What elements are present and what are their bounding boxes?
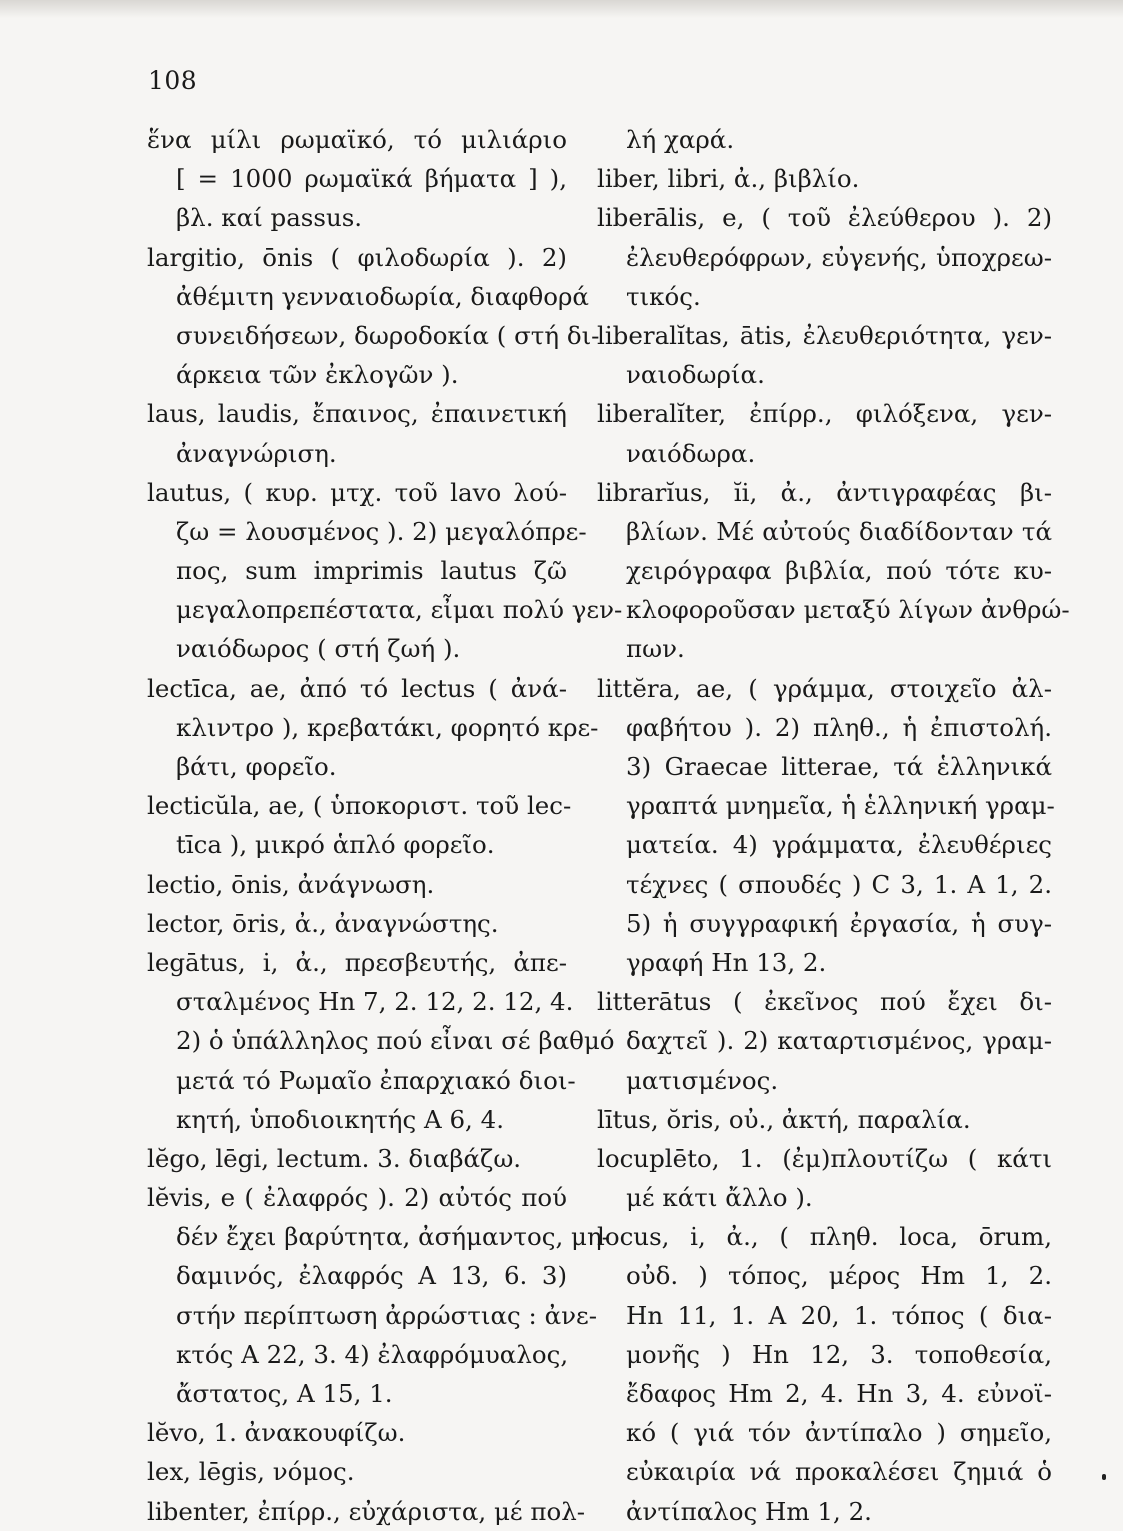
- entry-line: κό ( γιά τόν ἀντίπαλο ) σημεῖο,: [626, 1418, 1052, 1448]
- entry-line: κτός A 22, 3. 4) ἐλαφρόμυαλος,: [176, 1339, 569, 1369]
- entry-line: ζω = λουσμένος ). 2) μεγαλόπρε-: [176, 516, 587, 546]
- entry-line: locuplēto, 1. (ἐμ)πλουτίζω ( κάτι: [597, 1143, 1052, 1173]
- entry-line: lectio, ōnis, ἀνάγνωση.: [147, 869, 435, 899]
- entry-line: lecticŭla, ae, ( ὑποκοριστ. τοῦ lec-: [147, 791, 572, 821]
- entry-line: librarĭus, ĭi, ἀ., ἀντιγραφέας βι-: [597, 477, 1052, 507]
- entry-line: libenter, ἐπίρρ., εὐχάριστα, μέ πολ-: [147, 1496, 586, 1526]
- entry-line: χειρόγραφα βιβλία, πού τότε κυ-: [626, 556, 1052, 586]
- entry-line: οὐδ. ) τόπος, μέρος Hm 1, 2.: [626, 1261, 1052, 1291]
- entry-line: κλοφοροῦσαν μεταξύ λίγων ἀνθρώ-: [626, 595, 1070, 625]
- entry-line: ἐλευθερόφρων, εὐγενής, ὑποχρεω-: [626, 242, 1052, 272]
- entry-line: littĕra, ae, ( γράμμα, στοιχεῖο ἀλ-: [597, 673, 1052, 703]
- entry-line: συνειδήσεων, δωροδοκία ( στή δι-: [176, 320, 600, 350]
- entry-line: άρκεια τῶν ἐκλογῶν ).: [176, 360, 459, 390]
- entry-line: ἄστατος, A 15, 1.: [176, 1379, 393, 1408]
- entry-line: βλίων. Μέ αὐτούς διαδίδονταν τά: [626, 516, 1052, 546]
- entry-line: κητή, ὑποδιοικητής A 6, 4.: [176, 1104, 505, 1134]
- entry-line: γραπτά μνημεῖα, ἡ ἑλληνική γραμ-: [626, 791, 1055, 821]
- entry-line: τέχνες ( σπουδές ) C 3, 1. A 1, 2.: [626, 869, 1052, 899]
- entry-line: φαβήτου ). 2) πληθ., ἡ ἐπιστολή.: [626, 712, 1052, 742]
- entry-line: δέν ἔχει βαρύτητα, ἀσήμαντος, μη-: [176, 1222, 610, 1252]
- entry-line: liberalĭtas, ātis, ἐλευθεριότητα, γεν-: [597, 320, 1052, 350]
- page-number: 108: [148, 66, 198, 95]
- entry-line: lex, lēgis, νόμος.: [147, 1457, 355, 1487]
- entry-line: tīca ), μικρό ἁπλό φορεῖο.: [176, 830, 495, 860]
- entry-line: lectīca, ae, ἀπό τό lectus ( ἀνά-: [147, 673, 567, 703]
- entry-line: 3) Graecae litterae, τά ἑλληνικά: [626, 752, 1052, 781]
- entry-line: μετά τό Ρωμαῖο ἐπαρχιακό διοι-: [176, 1065, 576, 1095]
- entry-line: στήν περίπτωση ἀρρώστιας : ἀνε-: [176, 1300, 597, 1330]
- entry-line: lector, ōris, ἀ., ἀναγνώστης.: [147, 908, 499, 938]
- entry-line: Hn 11, 1. A 20, 1. τόπος ( δια-: [626, 1300, 1052, 1330]
- entry-line: lĕvo, 1. ἀνακουφίζω.: [147, 1418, 406, 1448]
- entry-line: 2) ὁ ὑπάλληλος πού εἶναι σέ βαθμό: [176, 1026, 615, 1056]
- entry-line: liberalĭter, ἐπίρρ., φιλόξενα, γεν-: [597, 399, 1052, 429]
- entry-line: λή χαρά.: [626, 125, 735, 154]
- entry-line: liberālis, e, ( τοῦ ἐλεύθερου ). 2): [597, 203, 1052, 233]
- entry-line: ναιοδωρία.: [626, 360, 765, 390]
- entry-line: ματεία. 4) γράμματα, ἐλευθέριες: [626, 830, 1052, 860]
- entry-line: πων.: [626, 634, 685, 664]
- entry-line: μονῆς ) Hn 12, 3. τοποθεσία,: [626, 1339, 1052, 1369]
- entry-line: legātus, i, ἀ., πρεσβευτής, ἀπε-: [147, 947, 567, 977]
- entry-line: ναιόδωρος ( στή ζωή ).: [176, 634, 461, 664]
- entry-line: τικός.: [626, 281, 701, 311]
- entry-line: δαμινός, ἐλαφρός A 13, 6. 3): [176, 1261, 567, 1291]
- entry-line: ἔδαφος Hm 2, 4. Hn 3, 4. εὐνοϊ-: [626, 1379, 1052, 1408]
- entry-line: γραφή Hn 13, 2.: [626, 947, 827, 977]
- entry-line: μεγαλοπρεπέστατα, εἶμαι πολύ γεν-: [176, 595, 623, 625]
- entry-line: κλιντρο ), κρεβατάκι, φορητό κρε-: [176, 712, 599, 742]
- entry-line: lĕgo, lēgi, lectum. 3. διαβάζω.: [147, 1143, 522, 1173]
- entry-line: [ = 1000 ρωμαϊκά βήματα ] ),: [176, 164, 567, 194]
- entry-line: ναιόδωρα.: [626, 438, 756, 468]
- entry-line: ἕνα μίλι ρωμαϊκό, τό μιλιάριο: [147, 125, 567, 154]
- entry-line: ἀθέμιτη γενναιοδωρία, διαφθορά: [176, 281, 589, 311]
- entry-line: μέ κάτι ἄλλο ).: [626, 1183, 813, 1213]
- entry-line: locus, i, ἀ., ( πληθ. loca, ōrum,: [597, 1222, 1052, 1252]
- entry-line: πος, sum imprimis lautus ζῶ: [176, 556, 567, 586]
- entry-line: βάτι, φορεῖο.: [176, 752, 337, 781]
- entry-line: σταλμένος Hn 7, 2. 12, 2. 12, 4.: [176, 987, 574, 1017]
- entry-line: laus, laudis, ἔπαινος, ἐπαινετική: [147, 399, 567, 429]
- entry-line: liber, libri, ἀ., βιβλίο.: [597, 164, 860, 194]
- entry-line: lītus, ŏris, οὐ., ἀκτή, παραλία.: [597, 1104, 971, 1134]
- entry-line: ματισμένος.: [626, 1065, 779, 1095]
- entry-line: litterātus ( ἐκεῖνος πού ἔχει δι-: [597, 987, 1052, 1017]
- entry-line: βλ. καί passus.: [176, 203, 363, 233]
- entry-line: lĕvis, e ( ἐλαφρός ). 2) αὐτός πού: [147, 1183, 567, 1213]
- entry-line: ἀναγνώριση.: [176, 438, 337, 468]
- left-column: [147, 120, 623, 1531]
- entry-line: ἀντίπαλος Hm 1, 2.: [626, 1496, 872, 1526]
- page-top-shadow: [0, 0, 1123, 18]
- entry-line: largitio, ōnis ( φιλοδωρία ). 2): [147, 242, 567, 272]
- entry-line: δαχτεῖ ). 2) καταρτισμένος, γραμ-: [626, 1026, 1052, 1056]
- entry-line: εὐκαιρία νά προκαλέσει ζημιά ὁ: [626, 1457, 1052, 1487]
- entry-line: 5) ἡ συγγραφική ἐργασία, ἡ συγ-: [626, 908, 1052, 938]
- right-column: [597, 120, 1070, 1531]
- entry-line: lautus, ( κυρ. μτχ. τοῦ lavo λού-: [147, 477, 567, 507]
- ink-speck: [1102, 1474, 1106, 1480]
